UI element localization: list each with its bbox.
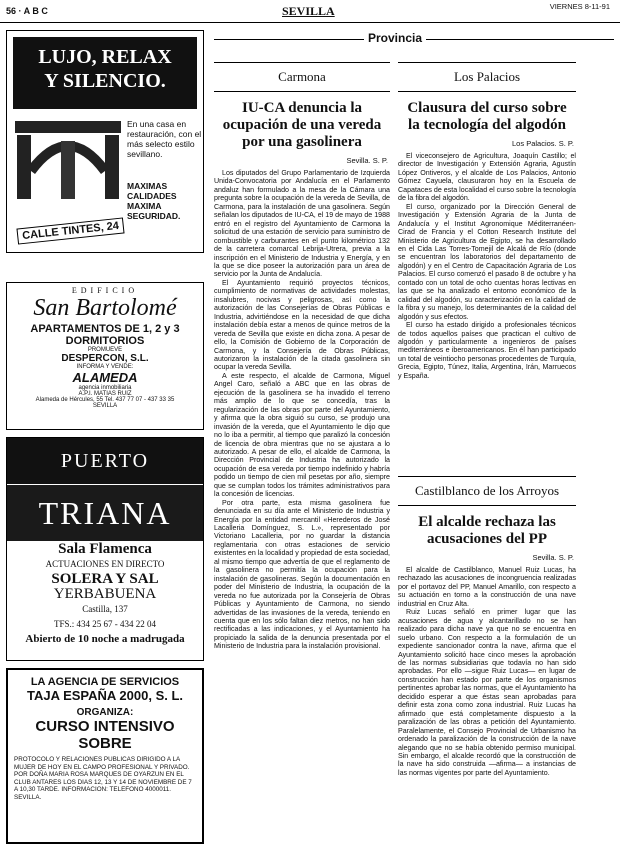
paragraph: El alcalde de Castilblanco, Manuel Ruiz Lucas, ha rechazado las acusaciones de incongruencia realizadas por el portavoz del PP, Manuel Amarillo, con respecto a su actuación en torno a la construcción de una nave industrial en Cruz Alta.: [398, 566, 576, 608]
ad-triana-line-7: Abierto de 10 noche a madrugada: [25, 633, 185, 645]
kicker-castilblanco: Castilblanco de los Arroyos: [398, 476, 576, 506]
ad-san-bartolome: [6, 282, 204, 430]
issue-date: VIERNES 8-11-91: [549, 2, 610, 11]
ad-bartolome-city: SEVILLA: [92, 403, 118, 409]
ad-curso-line-4: CURSO INTENSIVO: [35, 718, 175, 735]
street-sign: CALLE TINTES, 24: [16, 217, 124, 244]
province-banner: [214, 27, 614, 55]
ad-curso-protocolo: [6, 668, 204, 844]
ad-lujo-title-1: LUJO, RELAX: [38, 46, 172, 68]
headline-castilblanco: El alcalde rechaza las acusaciones del PP: [418, 514, 556, 547]
ad-triana-line-2: ACTUACIONES EN DIRECTO: [45, 559, 165, 569]
ad-curso-line-3: ORGANIZA:: [76, 707, 134, 718]
article-castilblanco: [398, 476, 576, 777]
ad-lujo-title-block: [13, 37, 197, 109]
ad-lujo-text: En una casa en restauración, con el más selecto estilo sevillano.: [127, 119, 202, 159]
ad-bartolome-address: Alameda de Hércules, 55 Tel. 437 77 07 - 437 33 35: [35, 397, 175, 403]
paragraph: El viceconsejero de Agricultura, Joaquín Castillo; el director de Investigación y Extensión Agraria, Agustín López Ontiveros, y el alcalde de Los Palacios, Antonio Gómez Cayuela, clausuraron hoy en la Escuela de Capataces de esta localidad el curso sobre la tecnología de la fibra del algodón.: [398, 152, 576, 203]
headline-los-palacios: Clausura del curso sobre la tecnología del algodón: [407, 100, 567, 133]
ad-curso-body: PROTOCOLO Y RELACIONES PUBLICAS DIRIGIDO A LA MUJER DE HOY EN EL CAMPO PROFESIONAL Y PRIVADO. POR DOÑA MARIA ROSA MARQUES DE OYARZUN EN EL CLUB ANTARES LOS DIAS 12, 13 Y 14 DE NOVIEMBRE DE 7 A 10,30 TARDE. INFORMACION: TELEFONO 4000011. SEVILLA.: [14, 756, 192, 801]
ad-puerto-triana: [6, 437, 204, 661]
kicker-los-palacios: Los Palacios: [398, 62, 576, 92]
article-los-palacios: [398, 62, 576, 380]
ad-bartolome-name: San Bartolomé: [33, 295, 177, 321]
byline-los-palacios: Los Palacios. S. P.: [512, 139, 574, 148]
section-title: SEVILLA: [282, 4, 335, 18]
page-number: 56 · A B C: [6, 6, 48, 16]
ad-bartolome-apartments: APARTAMENTOS DE 1, 2 y 3 DORMITORIOS: [30, 323, 180, 347]
ad-triana-puerto: PUERTO: [7, 438, 203, 484]
ad-curso-line-5: SOBRE: [78, 735, 132, 752]
ad-triana-line-6: TFS.: 434 25 67 - 434 22 04: [53, 619, 156, 629]
paragraph: Ruiz Lucas señaló en primer lugar que las acusaciones de agua y alcantarillado no se han realizado para dicha nave ya que no se encuentra en suelo urbano. Con respecto a la formulación de un expediente sancionador contra la nave, afirma que el Ayuntamiento solicitó hace cinco meses la aprobación de las normas subsidiarias que todavía no han sido aprobadas. Por ello —sigue Ruiz Lucas— en lugar de construcción han estado por parte de los organismos pertinentes aprobar las normas, que el Ayuntamiento ha decidido esperar a que éstas sean aprobadas para definir esta zona como zona industrial. Ruiz Lucas ha afirmado que está completamente dispuesto a la paralización de las obras a petición del Ayuntamiento. Paralelamente, el Consejo Provincial de Urbanismo ha ordenado la paralización de la construcción de la nave alegando que no se había obtenido permiso municipal. Sin embargo, el alcalde recordó que la construcción de la nave ha sido construida —afirma— a instancias de las normas vigentes por parte del Ayuntamiento.: [398, 608, 576, 777]
byline-castilblanco: Sevilla. S. P.: [532, 553, 574, 562]
paragraph: A este respecto, el alcalde de Carmona, Miguel Angel Caro, señaló a ABC que en las obras de ejecución de la gasolinera se ha invadido el terreno más amplio de lo que se concedía, tras la regularización de las obras por parte del Ayuntamiento, y afirma que la obra siguió su curso, se produjo una invasión de la vereda, que el Ayuntamiento le dijo que no lo iba a permitir, al tiempo que paralizó la concesión de licencia de obra mientras que no se ajustara a lo autorizado. A pesar de ello, el alcalde de Carmona, la Dirección Provincial de Industria ha autorizado la ocupación de esa vereda por tiempo indefinido y habría podido un tiempo de cien mil pesetas por año, siempre que se cumplan todos los trámites administrativos para la concesión de licencias.: [214, 371, 390, 499]
ad-bartolome-edificio: EDIFICIO: [71, 286, 139, 295]
ad-curso-line-2: TAJA ESPAÑA 2000, S. L.: [26, 688, 184, 703]
paragraph: El curso ha estado dirigido a profesionales técnicos de todos aquellos países que practican el cultivo de algodón y particularmente a ingenieros de países mediterráneos e iberoamericanos. En él han participado un total de veintiocho personas procedentes de Turquía, Grecia, Egipto, Túnez, Italia, Argentina, Irán, Marruecos y España.: [398, 321, 576, 380]
province-label: Provincia: [364, 31, 426, 45]
body-los-palacios: [398, 152, 576, 380]
ad-triana-line-1: Sala Flamenca: [58, 541, 152, 557]
ad-bartolome-informa: INFORMA Y VENDE:: [76, 364, 134, 370]
kicker-carmona: Carmona: [214, 62, 390, 92]
body-carmona: [214, 169, 390, 651]
article-carmona: [214, 62, 390, 651]
body-castilblanco: [398, 566, 576, 777]
arch-illustration: [13, 111, 123, 201]
ad-triana-line-5: Castilla, 137: [82, 604, 128, 614]
ad-triana-line-3: SOLERA Y SAL: [51, 571, 159, 587]
paragraph: Por otra parte, esta misma gasolinera fue denunciada en su día ante el Ministerio de Industria y Energía por la entidad mercantil «Herederos de José Lacalleria Domínguez, S. L.», representado por Victoriano Lacalleria, por no guardar la distancia reglamentaria con otras estaciones de servicio existentes en la localidad y propiedad de esta sociedad, al mismo tiempo que advertía de que el reglamento de la gasolinera no permitía la ocupación para la instalación de gasolineras. Según la documentación en poder del Ministerio de Industria, la ocupación de la vereda no fue autorizada por la Consejería de Obras Públicas y Ayuntamiento de Carmona, no siendo advertidas de las invasiones de la vereda, teniendo en cuenta que en los sólo faltan diez metros, no han sido rectificadas a las indicaciones, y el Ayuntamiento ha propiciado la salida de la denuncia presentada por el Ministerio de Industria para la instalación provisional.: [214, 498, 390, 651]
ad-bartolome-company: DESPERCON, S.L.: [61, 353, 149, 364]
ad-triana-name: TRIANA: [7, 484, 203, 541]
ad-triana-lines: [7, 542, 203, 647]
ad-triana-line-4: YERBABUENA: [53, 586, 157, 602]
ad-bartolome-person: A.P.I. MATIAS RUIZ: [78, 391, 132, 397]
ad-bartolome-agency: ALAMEDA: [72, 370, 138, 385]
paragraph: El curso, organizado por la Dirección General de Investigación y Extensión Agraria de la Junta de Andalucía y el Institut Agronomique Méditerranéen-Cirad de Francia y el Cotton Research Institute del Ministerio de Agricultura de Egipto, se ha desarrollado en el Cida Las Torres-Tomejil de Alcalá de Río (donde se encuentran los laboratorios del departamento de algodón) y en el Centro de Capacitación Agraria de Los Palacios. El curso comenzó el pasado 8 de octubre y ha contado con un total de ocho cuentas horas lectivas en las que se ha analizado el entorno económico de la calidad del algodón, su caracterización en la calidad de la fibra y su manejo, los determinantes de la calidad del algodón y sus efectos.: [398, 202, 576, 321]
byline-carmona: Sevilla. S. P.: [346, 156, 388, 165]
ad-lujo-title-2: Y SILENCIO.: [44, 70, 166, 92]
ad-lujo-features: MAXIMAS CALIDADES MAXIMA SEGURIDAD.: [127, 181, 181, 221]
ad-bartolome-promueve: PROMUEVE: [87, 347, 123, 353]
paragraph: El Ayuntamiento requirió proyectos técnicos, cumplimiento de normativas de actividades molestas, insalubres, nocivas y peligrosas, así como la autorización de las Consejerías de Obras Públicas e Industria, advirtiéndose en la necesidad de que dicha instalación debía estar a menos de quince metros de la vereda de Sevilla que existe en dicha zona. A pesar de ello, la Comisión de Gobierno de la Corporación de Carmona, y la Consejería de Obras Públicas, autorizaron la instalación de la citada gasolinera sin ocupar la vereda Sevilla.: [214, 278, 390, 372]
paragraph: Los diputados del Grupo Parlamentario de Izquierda Unida-Convocatoria por Andalucía en el Parlamento andaluz han formulado a la mesa de la Cámara una pregunta sobre la ocupación de la vereda de Sevilla, de Carmona, para la instalación de una gasolinera. Según señalan los diputados de IU-CA, el 19 de mayo de 1988 entró en el registro del Ayuntamiento de Carmona la solicitud de una estación de servicio para suministro de combustible y carburantes en el punto kilométrico 132 de la carretera comarcal Lebrija-Utrera, previa a la inscripción en el Ministerio de Industria y Energía, y en la que se dice poseer la autorización para un área de servicio por la Junta de Andalucía.: [214, 169, 390, 279]
headline-carmona: IU-CA denuncia la ocupación de una vereda por una gasolinera: [222, 100, 382, 150]
page-header: [0, 0, 620, 23]
ad-lujo-relax: [6, 30, 204, 253]
ad-bartolome-agency-sub: agencia inmobiliaria: [78, 385, 132, 391]
ad-curso-line-1: LA AGENCIA DE SERVICIOS: [30, 676, 180, 688]
